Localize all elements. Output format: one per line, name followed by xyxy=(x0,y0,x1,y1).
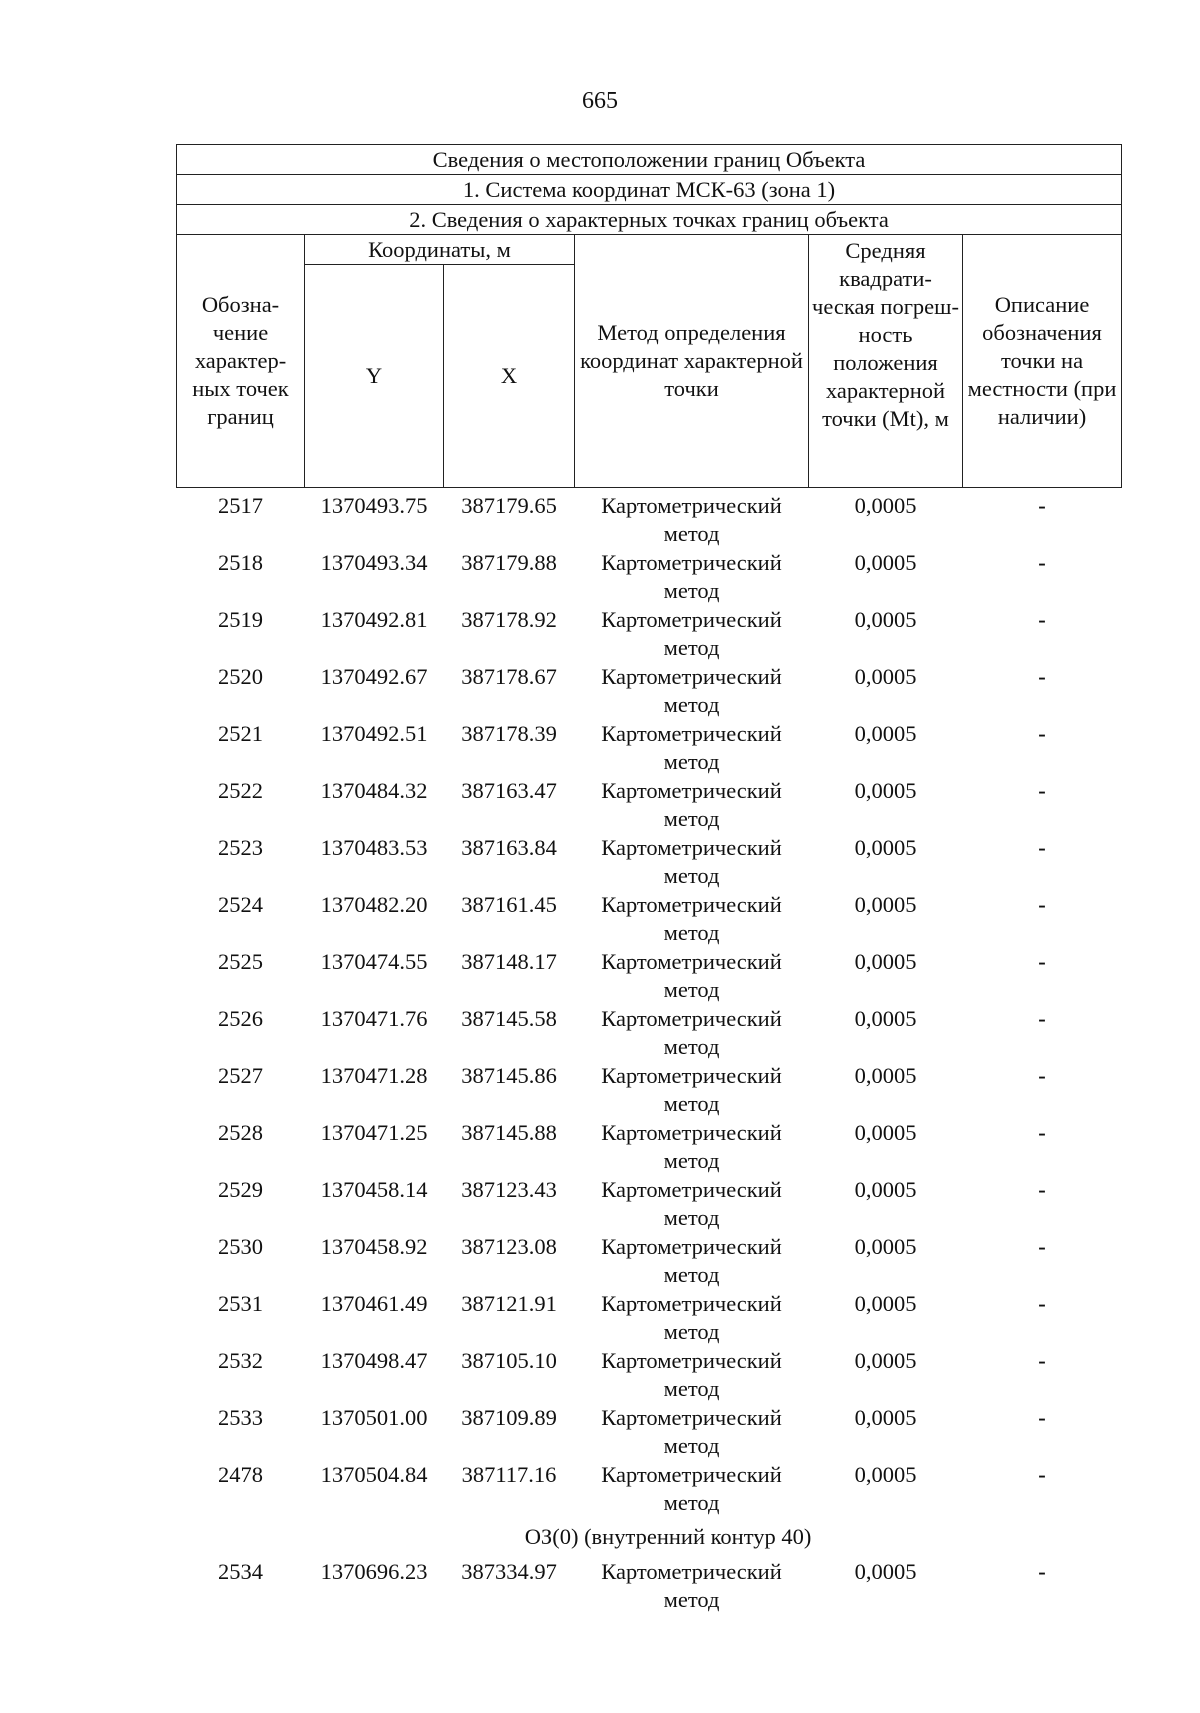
rms-error-cell: 0,0005 xyxy=(854,1177,917,1202)
table-row xyxy=(177,1061,1122,1118)
table-row xyxy=(177,1232,1122,1289)
description-cell: - xyxy=(1038,1559,1046,1584)
description-cell: - xyxy=(1038,607,1046,632)
point-id-cell: 2522 xyxy=(218,778,263,803)
x-coordinate-cell: 387123.43 xyxy=(461,1177,557,1202)
table-row xyxy=(177,1118,1122,1175)
col-header-method: Метод определения координат характерной точки xyxy=(575,235,809,488)
point-id-cell: 2478 xyxy=(218,1462,263,1487)
table-row xyxy=(177,662,1122,719)
col-header-designation: Обозна-чение характер-ных точек границ xyxy=(177,235,305,488)
boundary-points-table xyxy=(176,144,1122,1614)
method-cell: Картометрический метод xyxy=(601,1291,782,1344)
table-row xyxy=(177,776,1122,833)
coordinate-system-heading: 1. Система координат МСК-63 (зона 1) xyxy=(177,175,1122,205)
y-coordinate-cell: 1370482.20 xyxy=(320,892,428,917)
y-coordinate-cell: 1370471.76 xyxy=(320,1006,428,1031)
method-cell: Картометрический метод xyxy=(601,1405,782,1458)
y-coordinate-cell: 1370471.28 xyxy=(320,1063,428,1088)
method-cell: Картометрический метод xyxy=(601,835,782,888)
rms-error-cell: 0,0005 xyxy=(854,1405,917,1430)
rms-error-cell: 0,0005 xyxy=(854,1006,917,1031)
point-id-cell: 2531 xyxy=(218,1291,263,1316)
method-cell: Картометрический метод xyxy=(601,1063,782,1116)
point-id-cell: 2523 xyxy=(218,835,263,860)
section-label-row xyxy=(177,1517,1122,1557)
table-row xyxy=(177,1557,1122,1614)
method-cell: Картометрический метод xyxy=(601,550,782,603)
method-cell: Картометрический метод xyxy=(601,892,782,945)
point-id-cell: 2530 xyxy=(218,1234,263,1259)
description-cell: - xyxy=(1038,1234,1046,1259)
x-coordinate-cell: 387163.47 xyxy=(461,778,557,803)
x-coordinate-cell: 387178.39 xyxy=(461,721,557,746)
table-row xyxy=(177,548,1122,605)
method-cell: Картометрический метод xyxy=(601,1006,782,1059)
table-row xyxy=(177,1289,1122,1346)
x-coordinate-cell: 387178.92 xyxy=(461,607,557,632)
rms-error-cell: 0,0005 xyxy=(854,550,917,575)
method-cell: Картометрический метод xyxy=(601,1177,782,1230)
rms-error-cell: 0,0005 xyxy=(854,493,917,518)
point-id-cell: 2518 xyxy=(218,550,263,575)
x-coordinate-cell: 387145.58 xyxy=(461,1006,557,1031)
y-coordinate-cell: 1370696.23 xyxy=(320,1559,428,1584)
x-coordinate-cell: 387145.88 xyxy=(461,1120,557,1145)
table-row xyxy=(177,719,1122,776)
y-coordinate-cell: 1370471.25 xyxy=(320,1120,428,1145)
y-coordinate-cell: 1370458.14 xyxy=(320,1177,428,1202)
points-section-heading: 2. Сведения о характерных точках границ объекта xyxy=(177,205,1122,235)
point-id-cell: 2519 xyxy=(218,607,263,632)
point-id-cell: 2534 xyxy=(218,1559,263,1584)
y-coordinate-cell: 1370483.53 xyxy=(320,835,428,860)
description-cell: - xyxy=(1038,778,1046,803)
y-coordinate-cell: 1370498.47 xyxy=(320,1348,428,1373)
rms-error-cell: 0,0005 xyxy=(854,1348,917,1373)
rms-error-cell: 0,0005 xyxy=(854,1120,917,1145)
x-coordinate-cell: 387179.88 xyxy=(461,550,557,575)
col-header-rms-error: Средняя квадрати-ческая погреш-ность положения характерной точки (Mt), м xyxy=(809,235,963,488)
x-coordinate-cell: 387163.84 xyxy=(461,835,557,860)
y-coordinate-cell: 1370484.32 xyxy=(320,778,428,803)
table-title: Сведения о местоположении границ Объекта xyxy=(177,145,1122,175)
col-header-description: Описание обозначения точки на местности (при наличии) xyxy=(963,235,1122,488)
point-id-cell: 2524 xyxy=(218,892,263,917)
description-cell: - xyxy=(1038,550,1046,575)
method-cell: Картометрический метод xyxy=(601,1462,782,1515)
x-coordinate-cell: 387105.10 xyxy=(461,1348,557,1373)
table-row xyxy=(177,890,1122,947)
table-body xyxy=(177,488,1122,1615)
point-id-cell: 2532 xyxy=(218,1348,263,1373)
description-cell: - xyxy=(1038,721,1046,746)
description-cell: - xyxy=(1038,1348,1046,1373)
x-coordinate-cell: 387178.67 xyxy=(461,664,557,689)
table-row xyxy=(177,1403,1122,1460)
method-cell: Картометрический метод xyxy=(601,607,782,660)
method-cell: Картометрический метод xyxy=(601,1120,782,1173)
description-cell: - xyxy=(1038,1063,1046,1088)
col-header-coordinates: Координаты, м xyxy=(305,235,575,265)
table-row xyxy=(177,947,1122,1004)
y-coordinate-cell: 1370461.49 xyxy=(320,1291,428,1316)
point-id-cell: 2533 xyxy=(218,1405,263,1430)
point-id-cell: 2517 xyxy=(218,493,263,518)
section-label: ОЗ(0) (внутренний контур 40) xyxy=(524,1524,812,1550)
x-coordinate-cell: 387179.65 xyxy=(461,493,557,518)
x-coordinate-cell: 387334.97 xyxy=(461,1559,557,1584)
col-header-x: X xyxy=(444,265,575,488)
x-coordinate-cell: 387148.17 xyxy=(461,949,557,974)
y-coordinate-cell: 1370493.34 xyxy=(320,550,428,575)
rms-error-cell: 0,0005 xyxy=(854,1234,917,1259)
point-id-cell: 2528 xyxy=(218,1120,263,1145)
rms-error-cell: 0,0005 xyxy=(854,664,917,689)
x-coordinate-cell: 387121.91 xyxy=(461,1291,557,1316)
x-coordinate-cell: 387123.08 xyxy=(461,1234,557,1259)
x-coordinate-cell: 387145.86 xyxy=(461,1063,557,1088)
method-cell: Картометрический метод xyxy=(601,778,782,831)
table-row xyxy=(177,1346,1122,1403)
page-number: 665 xyxy=(582,88,618,114)
method-cell: Картометрический метод xyxy=(601,949,782,1002)
method-cell: Картометрический метод xyxy=(601,1559,782,1612)
x-coordinate-cell: 387161.45 xyxy=(461,892,557,917)
x-coordinate-cell: 387109.89 xyxy=(461,1405,557,1430)
y-coordinate-cell: 1370504.84 xyxy=(320,1462,428,1487)
method-cell: Картометрический метод xyxy=(601,493,782,546)
rms-error-cell: 0,0005 xyxy=(854,892,917,917)
method-cell: Картометрический метод xyxy=(601,721,782,774)
rms-error-cell: 0,0005 xyxy=(854,1063,917,1088)
description-cell: - xyxy=(1038,1006,1046,1031)
description-cell: - xyxy=(1038,1462,1046,1487)
method-cell: Картометрический метод xyxy=(601,664,782,717)
rms-error-cell: 0,0005 xyxy=(854,721,917,746)
description-cell: - xyxy=(1038,949,1046,974)
table-row xyxy=(177,1460,1122,1517)
description-cell: - xyxy=(1038,1120,1046,1145)
y-coordinate-cell: 1370501.00 xyxy=(320,1405,428,1430)
table-row xyxy=(177,1175,1122,1232)
point-id-cell: 2527 xyxy=(218,1063,263,1088)
y-coordinate-cell: 1370474.55 xyxy=(320,949,428,974)
rms-error-cell: 0,0005 xyxy=(854,607,917,632)
y-coordinate-cell: 1370492.81 xyxy=(320,607,428,632)
point-id-cell: 2529 xyxy=(218,1177,263,1202)
description-cell: - xyxy=(1038,835,1046,860)
rms-error-cell: 0,0005 xyxy=(854,1291,917,1316)
method-cell: Картометрический метод xyxy=(601,1234,782,1287)
rms-error-cell: 0,0005 xyxy=(854,1559,917,1584)
y-coordinate-cell: 1370492.51 xyxy=(320,721,428,746)
rms-error-cell: 0,0005 xyxy=(854,778,917,803)
point-id-cell: 2526 xyxy=(218,1006,263,1031)
rms-error-cell: 0,0005 xyxy=(854,1462,917,1487)
point-id-cell: 2525 xyxy=(218,949,263,974)
description-cell: - xyxy=(1038,892,1046,917)
table-row xyxy=(177,605,1122,662)
y-coordinate-cell: 1370493.75 xyxy=(320,493,428,518)
y-coordinate-cell: 1370458.92 xyxy=(320,1234,428,1259)
y-coordinate-cell: 1370492.67 xyxy=(320,664,428,689)
point-id-cell: 2520 xyxy=(218,664,263,689)
table-row xyxy=(177,1004,1122,1061)
description-cell: - xyxy=(1038,493,1046,518)
table-row xyxy=(177,833,1122,890)
description-cell: - xyxy=(1038,1405,1046,1430)
col-header-y: Y xyxy=(305,265,444,488)
rms-error-cell: 0,0005 xyxy=(854,949,917,974)
x-coordinate-cell: 387117.16 xyxy=(461,1462,557,1487)
rms-error-cell: 0,0005 xyxy=(854,835,917,860)
description-cell: - xyxy=(1038,664,1046,689)
description-cell: - xyxy=(1038,1177,1046,1202)
method-cell: Картометрический метод xyxy=(601,1348,782,1401)
table-row xyxy=(177,488,1122,549)
description-cell: - xyxy=(1038,1291,1046,1316)
point-id-cell: 2521 xyxy=(218,721,263,746)
